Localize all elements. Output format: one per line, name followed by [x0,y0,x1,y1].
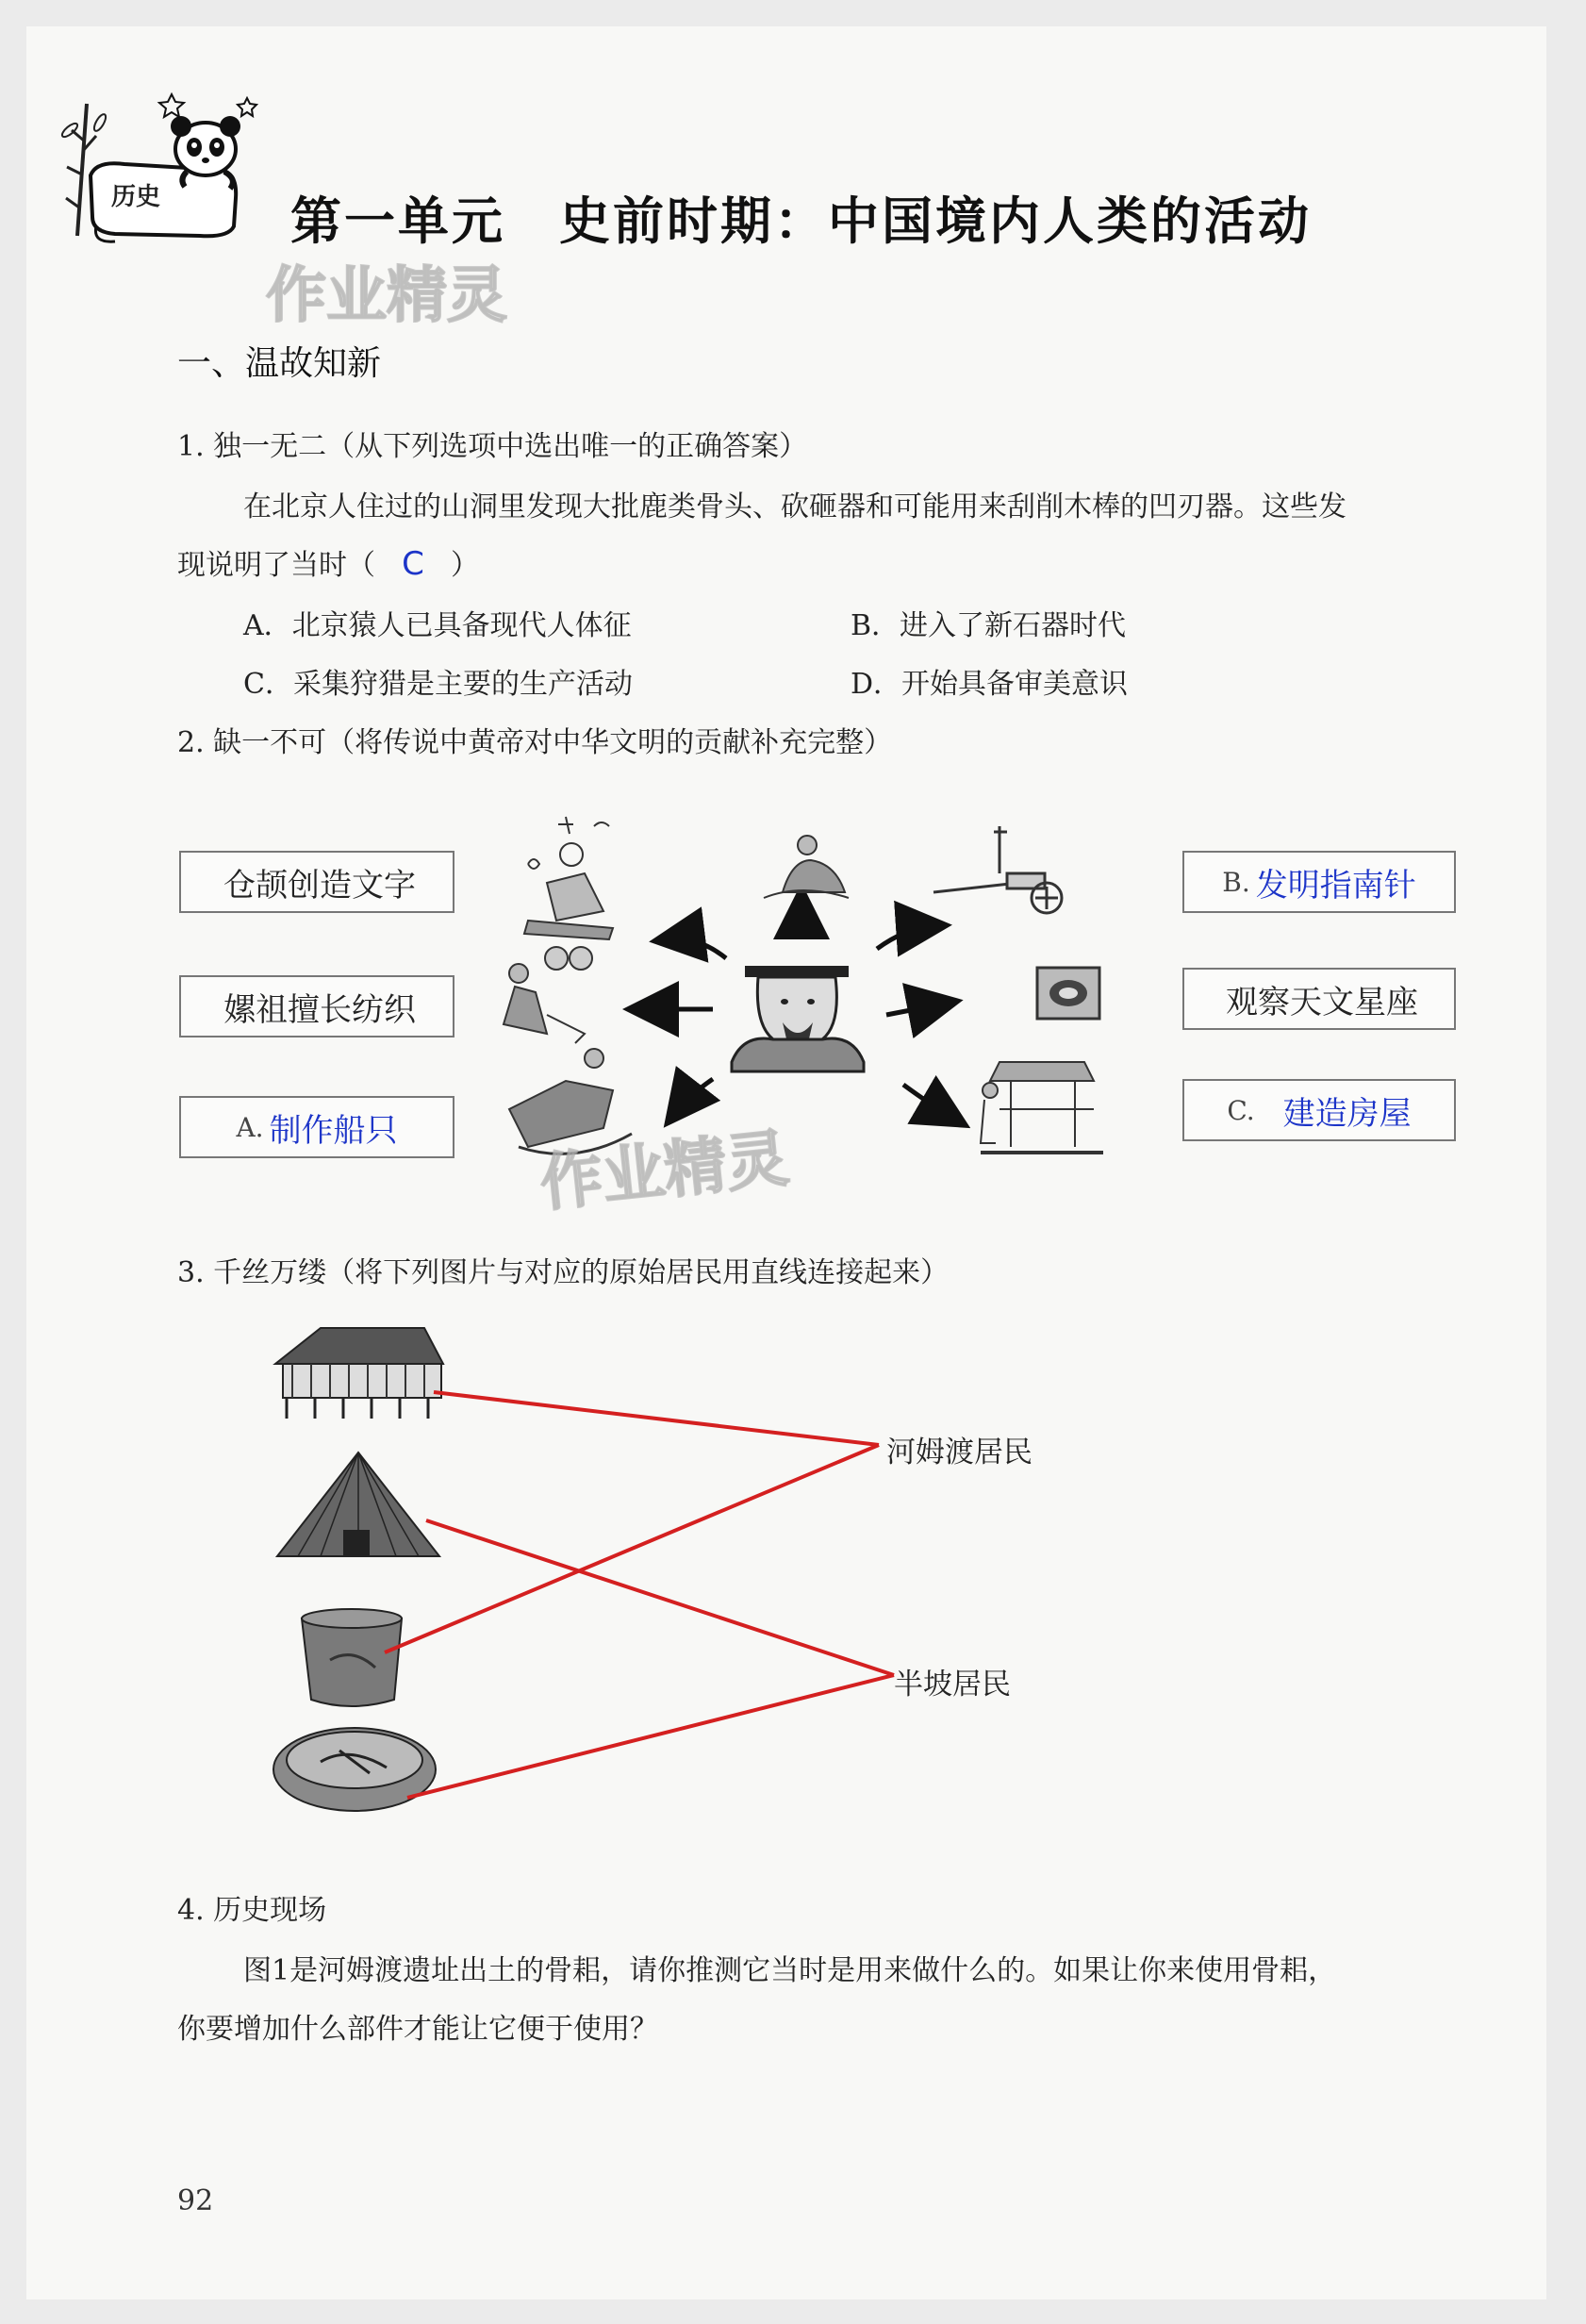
q4-line1: 图1是河姆渡遗址出土的骨耜，请你推测它当时是用来做什么的。如果让你来使用骨耜， [243,1954,1337,1987]
q1-option-a: A．北京猿人已具备现代人体征 [243,609,632,642]
q1-option-d: D．开始具备审美意识 [851,668,1129,701]
q4-title: 4. 历史现场 [177,1894,327,1927]
q1-stem-prefix: 现说明了当时（ [177,549,375,582]
left-box-boat-answer [179,1096,454,1158]
right-box-compass-answer [1182,851,1456,913]
right-box-astronomy [1182,968,1456,1030]
answer-text: 建造房屋 [1282,1094,1412,1133]
unit-title: 第一单元 史前时期：中国境内人类的活动 [290,191,1312,251]
q3-title: 3. 千丝万缕（将下列图片与对应的原始居民用直线连接起来） [177,1256,950,1289]
farming-sketch [764,836,849,898]
label-banpo: 半坡居民 [894,1668,1011,1702]
stilt-house-image [275,1328,443,1419]
pottery-pot-image [302,1609,402,1706]
subject-label: 历史 [111,183,161,211]
answer-prefix: C. [1227,1094,1255,1126]
match-lines [385,1392,894,1798]
huangdi-contributions-illustration [490,807,1113,1166]
weaving-sketch [504,947,592,1043]
left-box-text: 嫘祖擅长纺织 [223,990,416,1029]
page-number: 92 [177,2184,214,2217]
compass-sketch [1037,968,1099,1019]
line-stilt-to-hemudu [434,1392,879,1445]
huangdi-figure [732,966,864,1071]
q1-option-b: B．进入了新石器时代 [851,609,1127,642]
answer-prefix: A. [236,1111,264,1143]
answer-prefix: B. [1222,866,1250,898]
answer-text: 发明指南针 [1255,866,1416,905]
q2-title: 2. 缺一不可（将传说中黄帝对中华文明的贡献补充完整） [177,726,893,759]
line-basin-to-banpo [407,1675,894,1798]
right-box-house-answer [1182,1079,1456,1141]
watermark: 作业精灵 [266,261,507,331]
q1-option-c: C．采集狩猎是主要的生产活动 [243,668,633,701]
label-hemudu: 河姆渡居民 [886,1436,1033,1469]
matching-figure [264,1311,1037,1839]
answer-text: 制作船只 [269,1111,398,1150]
house-building-sketch [981,1062,1103,1153]
q1-stem-line2 [177,541,479,583]
left-box-text: 仓颉创造文字 [223,866,416,905]
line-hut-to-banpo [426,1520,894,1675]
thatched-hut-image [277,1452,439,1556]
q1-answer: C [402,545,424,583]
left-box-writing [179,851,454,913]
right-box-text: 观察天文星座 [1226,983,1418,1021]
watermark: 作业精灵 [537,1121,792,1220]
section-heading: 一、温故知新 [177,344,382,383]
q1-title: 1. 独一无二（从下列选项中选出唯一的正确答案） [177,430,808,463]
subject-badge [58,85,275,245]
q4-line2: 你要增加什么部件才能让它便于使用？ [177,2013,658,2046]
writing-sketch [524,817,613,939]
left-box-weaving [179,975,454,1038]
q1-stem-suffix: ） [451,549,479,582]
q1-stem-line1: 在北京人住过的山洞里发现大批鹿类骨头、砍砸器和可能用来刮削木棒的凹刃器。这些发 [243,490,1346,523]
line-pot-to-hemudu [385,1445,879,1652]
cart-sketch [933,826,1062,913]
panda-sign-icon [58,85,275,245]
